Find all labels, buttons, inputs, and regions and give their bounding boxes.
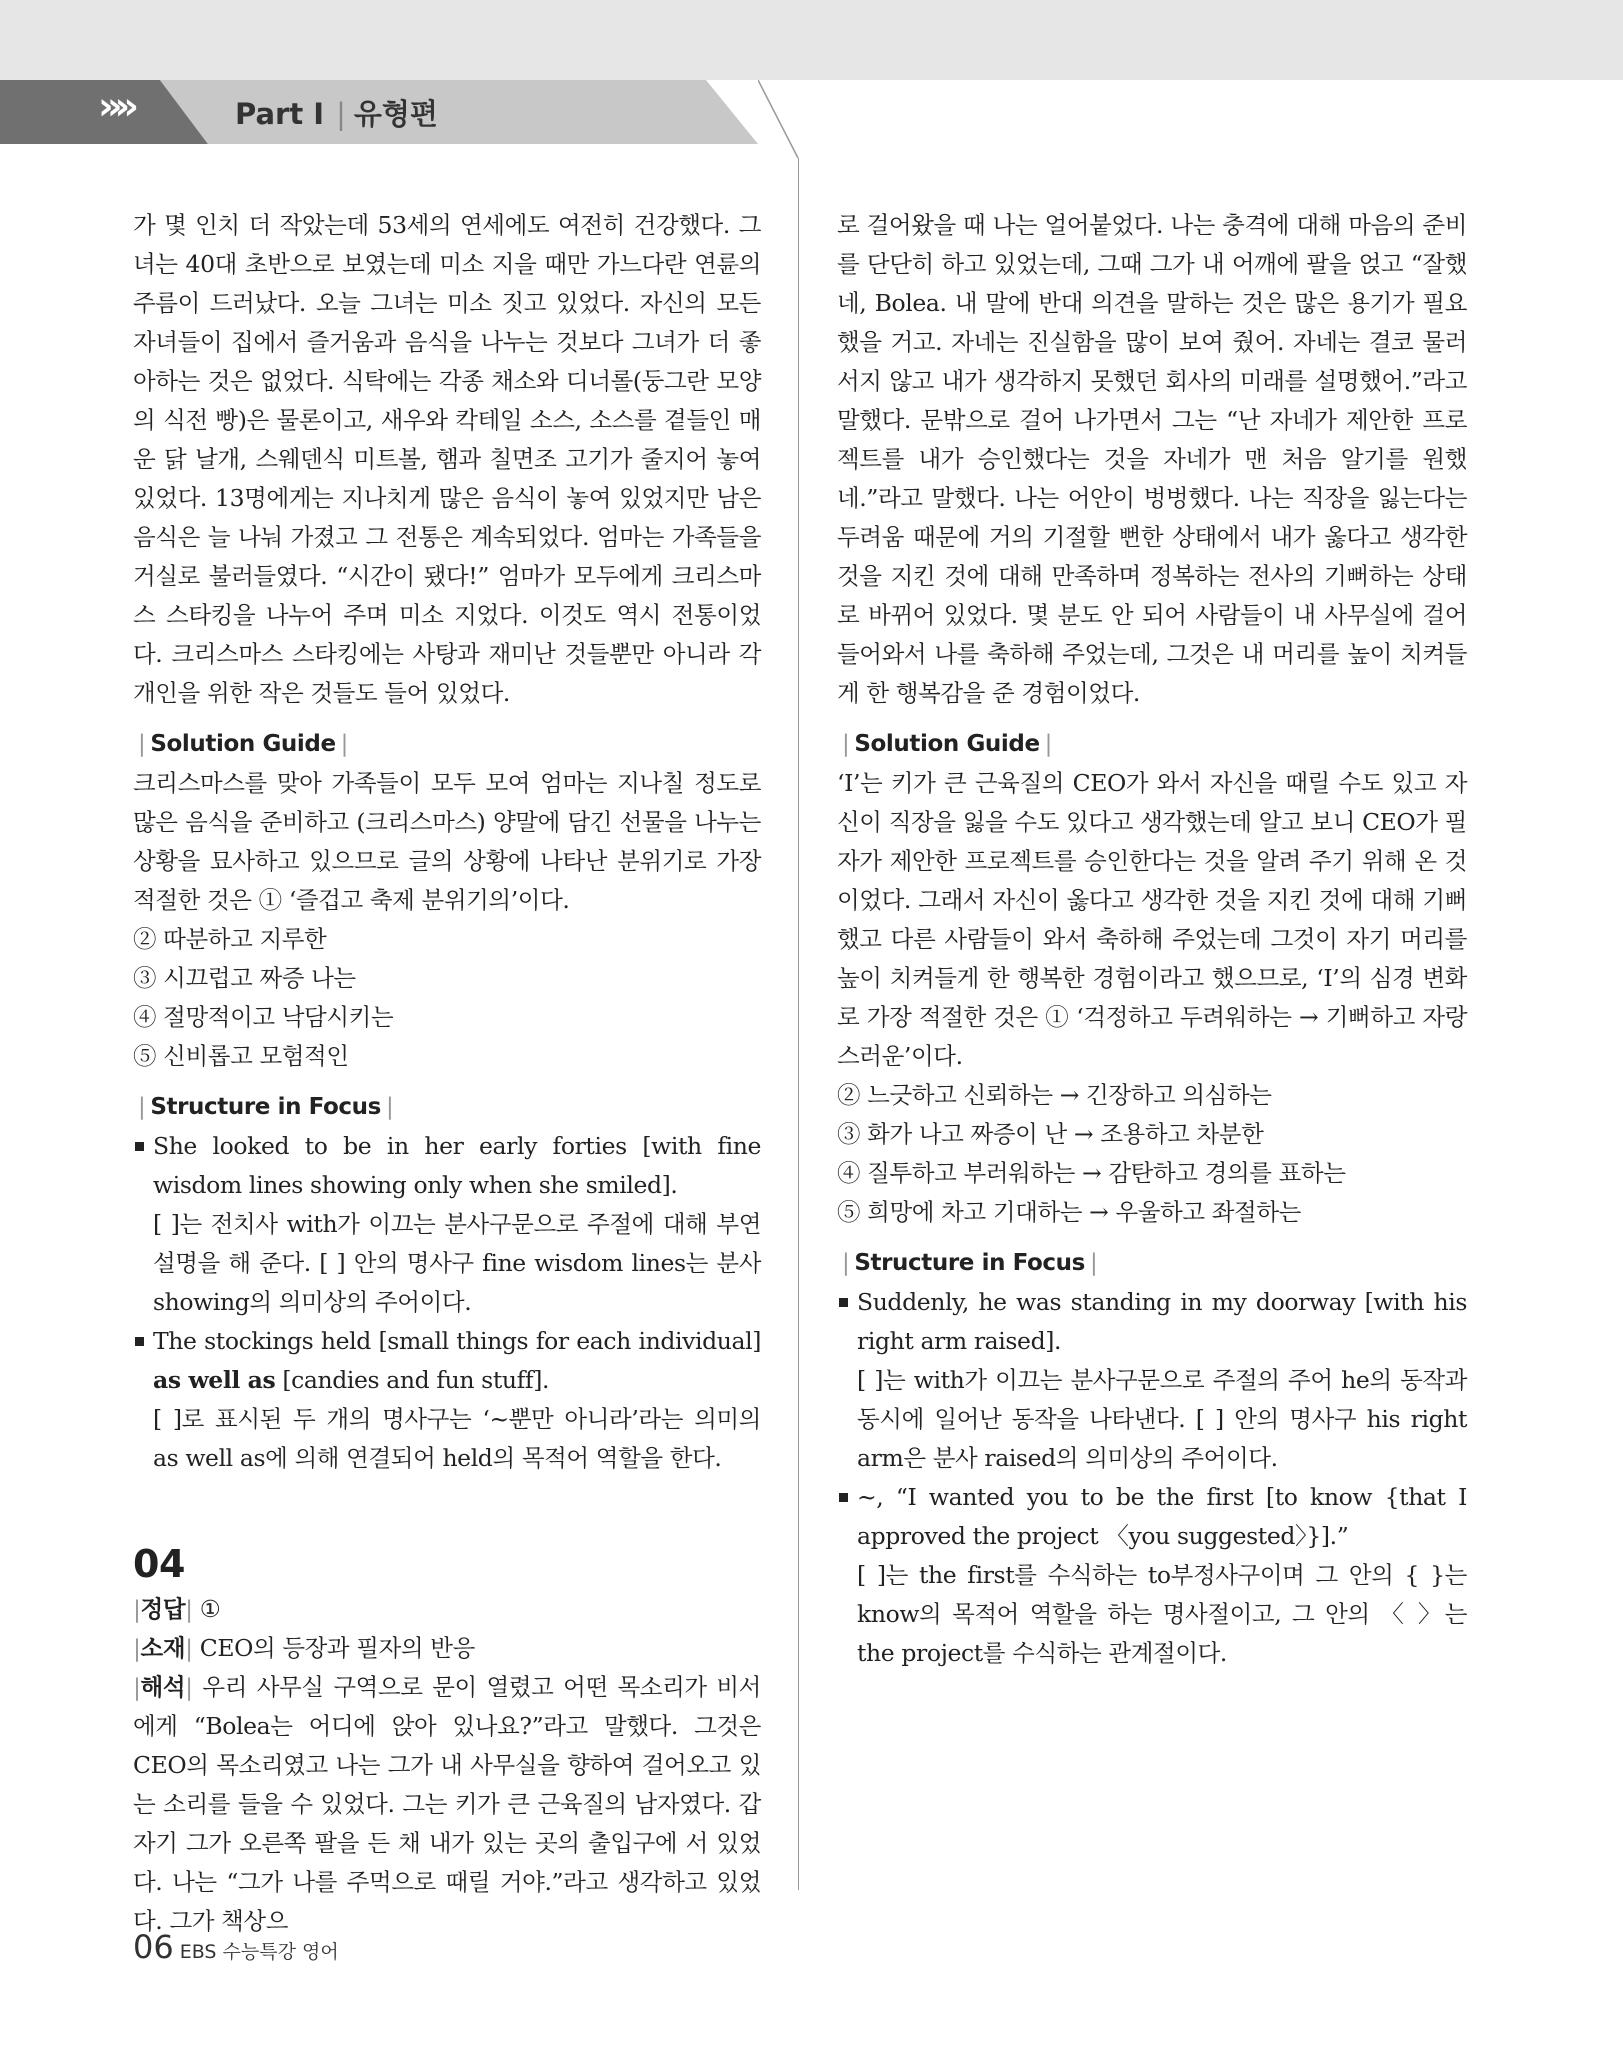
passage-translation-cont: 로 걸어왔을 때 나는 얼어붙었다. 나는 충격에 대해 마음의 준비를 단단히 하고 있었는데, 그때 그가 내 어깨에 팔을 얹고 “잘했네, Bolea. 내 말에 반대 의견을 말하는 것은 많은 용기가 필요했을 거고. 자네는 진실함을 많이 보여 줬어. 자네는 결코 물러서지 않고 내가 생각하지 못했던 회사의 미래를 설명했어.”라고 말했다. 문밖으로 걸어 나가면서 그는 “난 자네가 제안한 프로젝트를 내가 승인했다는 것을 자네가 맨 처음 알기를 원했네.”라고 말했다. 나는 어안이 벙벙했다. 나는 직장을 잃는다는 두려움 때문에 거의 기절할 뻔한 상태에서 내가 옳다고 생각한 것을 지킨 것에 대해 만족하며 정복하는 전사의 기뻐하는 상태로 바뀌어 있었다. 몇 분도 안 되어 사람들이 내 사무실에 걸어 들어와서 나를 축하해 주었는데, 그것은 내 머리를 높이 치켜들게 한 행복감을 준 경험이었다.: [837, 211, 1467, 707]
topic-value: CEO의 등장과 필자의 반응: [199, 1634, 475, 1662]
column-divider: [798, 158, 799, 1890]
left-column: [133, 206, 761, 1941]
solution-guide-label: Solution Guide: [854, 731, 1040, 757]
structure-heading: | Structure in Focus |: [138, 1094, 394, 1120]
structure-sentence-2: [133, 1322, 761, 1400]
structure-label: Structure in Focus: [150, 1094, 381, 1120]
translation-label: 해석: [140, 1673, 186, 1701]
option-3: ③ 화가 나고 짜증이 난 → 조용하고 차분한: [837, 1120, 1264, 1148]
option-4: ④ 절망적이고 낙담시키는: [133, 1003, 394, 1031]
structure-label: Structure in Focus: [854, 1250, 1085, 1276]
title-separator: |: [336, 97, 346, 131]
structure-explanation-1: [ ]는 with가 이끄는 분사구문으로 주절의 주어 he의 동작과 동시에 일어난 동작을 나타낸다. [ ] 안의 명사구 his right arm은 분사 raised의 의미상의 주어이다.: [857, 1366, 1467, 1472]
structure-sentence-1: Suddenly, he was standing in my doorway [with his right arm raised].: [837, 1283, 1467, 1361]
page-footer: [133, 1928, 339, 1966]
solution-guide-text: ‘I’는 키가 큰 근육질의 CEO가 와서 자신을 때릴 수도 있고 자신이 직장을 잃을 수도 있다고 생각했는데 알고 보니 CEO가 필자가 제안한 프로젝트를 승인한다는 것을 알려 주기 위해 온 것이었다. 그래서 자신이 옳다고 생각한 것을 지킨 것에 대해 기뻐했고 다른 사람들이 와서 축하해 주었는데 그것이 자기 머리를 높이 치켜들게 한 행복한 경험이라고 했으므로, ‘I’의 심경 변화로 가장 적절한 것은 ① ‘걱정하고 두려워하는 → 기뻐하고 자랑스러운’이다.: [837, 769, 1467, 1070]
option-5: ⑤ 신비롭고 모험적인: [133, 1042, 349, 1070]
sentence-part: The stockings held [small things for each individual]: [153, 1327, 761, 1355]
structure-sentence-2: ~, “I wanted you to be the first [to know {that I approved the project 〈you suggested〉}].”: [837, 1478, 1467, 1556]
top-band: [0, 0, 1623, 80]
solution-guide-text: 크리스마스를 맞아 가족들이 모두 모여 엄마는 지나칠 정도로 많은 음식을 준비하고 (크리스마스) 양말에 담긴 선물을 나누는 상황을 묘사하고 있으므로 글의 상황에 나타난 분위기로 가장 적절한 것은 ① ‘즐겁고 축제 분위기의’이다.: [133, 769, 761, 914]
solution-guide-heading: | Solution Guide |: [842, 731, 1053, 757]
topic-line: |소재| CEO의 등장과 필자의 반응: [133, 1634, 475, 1662]
answer-label: 정답: [140, 1595, 186, 1623]
topic-label: 소재: [140, 1634, 186, 1662]
chevron-icon: »»: [98, 84, 132, 128]
option-3: ③ 시끄럽고 짜증 나는: [133, 964, 356, 992]
page-number: 06: [133, 1928, 174, 1966]
translation-line: |해석| 우리 사무실 구역으로 문이 열렸고 어떤 목소리가 비서에게 “Bolea는 어디에 앉아 있나요?”라고 말했다. 그것은 CEO의 목소리였고 나는 그가 내 사무실을 향하여 걸어오고 있는 소리를 들을 수 있었다. 그는 키가 큰 근육질의 남자였다. 갑자기 그가 오른쪽 팔을 든 채 내가 있는 곳의 출입구에 서 있었다. 나는 “그가 나를 주먹으로 때릴 거야.”라고 생각하고 있었다. 그가 책상으: [133, 1673, 761, 1935]
structure-explanation-2: [ ]는 the first를 수식하는 to부정사구이며 그 안의 { }는 know의 목적어 역할을 하는 명사절이고, 그 안의 〈 〉는 the project를 수식하는 관계절이다.: [857, 1561, 1467, 1667]
solution-guide-heading: | Solution Guide |: [138, 731, 349, 757]
translation-text: 우리 사무실 구역으로 문이 열렸고 어떤 목소리가 비서에게 “Bolea는 어디에 앉아 있나요?”라고 말했다. 그것은 CEO의 목소리였고 나는 그가 내 사무실을 향하여 걸어오고 있는 소리를 들을 수 있었다. 그는 키가 큰 근육질의 남자였다. 갑자기 그가 오른쪽 팔을 든 채 내가 있는 곳의 출입구에 서 있었다. 나는 “그가 나를 주먹으로 때릴 거야.”라고 생각하고 있었다. 그가 책상으: [133, 1673, 761, 1935]
passage-translation: 가 몇 인치 더 작았는데 53세의 연세에도 여전히 건강했다. 그녀는 40대 초반으로 보였는데 미소 지을 때만 가느다란 연륜의 주름이 드러났다. 오늘 그녀는 미소 짓고 있었다. 자신의 모든 자녀들이 집에서 즐거움과 음식을 나누는 것보다 그녀가 더 좋아하는 것은 없었다. 식탁에는 각종 채소와 디너롤(둥그란 모양의 식전 빵)은 물론이고, 새우와 칵테일 소스, 소스를 곁들인 매운 닭 날개, 스웨덴식 미트볼, 햄과 칠면조 고기가 줄지어 놓여 있었다. 13명에게는 지나치게 많은 음식이 놓여 있었지만 남은 음식은 늘 나눠 가졌고 그 전통은 계속되었다. 엄마는 가족들을 거실로 불러들였다. “시간이 됐다!” 엄마가 모두에게 크리스마스 스타킹을 나누어 주며 미소 지었다. 이것도 역시 전통이었다. 크리스마스 스타킹에는 사탕과 재미난 것들뿐만 아니라 각 개인을 위한 작은 것들도 들어 있었다.: [133, 211, 761, 707]
solution-guide-label: Solution Guide: [150, 731, 336, 757]
part-label: Part Ⅰ: [235, 97, 325, 131]
sentence-bold: as well as: [153, 1366, 276, 1394]
structure-explanation-1: [ ]는 전치사 with가 이끄는 분사구문으로 주절에 대해 부연 설명을 해 준다. [ ] 안의 명사구 fine wisdom lines는 분사 showing의 의미상의 주어이다.: [153, 1210, 761, 1316]
option-4: ④ 질투하고 부러워하는 → 감탄하고 경의를 표하는: [837, 1159, 1346, 1187]
answer-value: ①: [199, 1595, 221, 1623]
page-fold-line: [758, 80, 800, 160]
right-column: [837, 206, 1467, 1673]
part-title: [235, 92, 438, 133]
option-2: ② 느긋하고 신뢰하는 → 긴장하고 의심하는: [837, 1081, 1272, 1109]
structure-heading: | Structure in Focus |: [842, 1250, 1098, 1276]
structure-explanation-2: [ ]로 표시된 두 개의 명사구는 ‘~뿐만 아니라’라는 의미의 as well as에 의해 연결되어 held의 목적어 역할을 한다.: [153, 1405, 761, 1472]
answer-line: |정답| ①: [133, 1595, 221, 1623]
sentence-part: [candies and fun stuff].: [275, 1366, 550, 1394]
question-number: 04: [133, 1542, 186, 1586]
option-2: ② 따분하고 지루한: [133, 925, 327, 953]
section-label: 유형편: [353, 97, 438, 131]
option-5: ⑤ 희망에 차고 기대하는 → 우울하고 좌절하는: [837, 1198, 1301, 1226]
structure-sentence-1: She looked to be in her early forties [with fine wisdom lines showing only when she smiled].: [133, 1127, 761, 1205]
book-title: EBS 수능특강 영어: [179, 1941, 339, 1963]
